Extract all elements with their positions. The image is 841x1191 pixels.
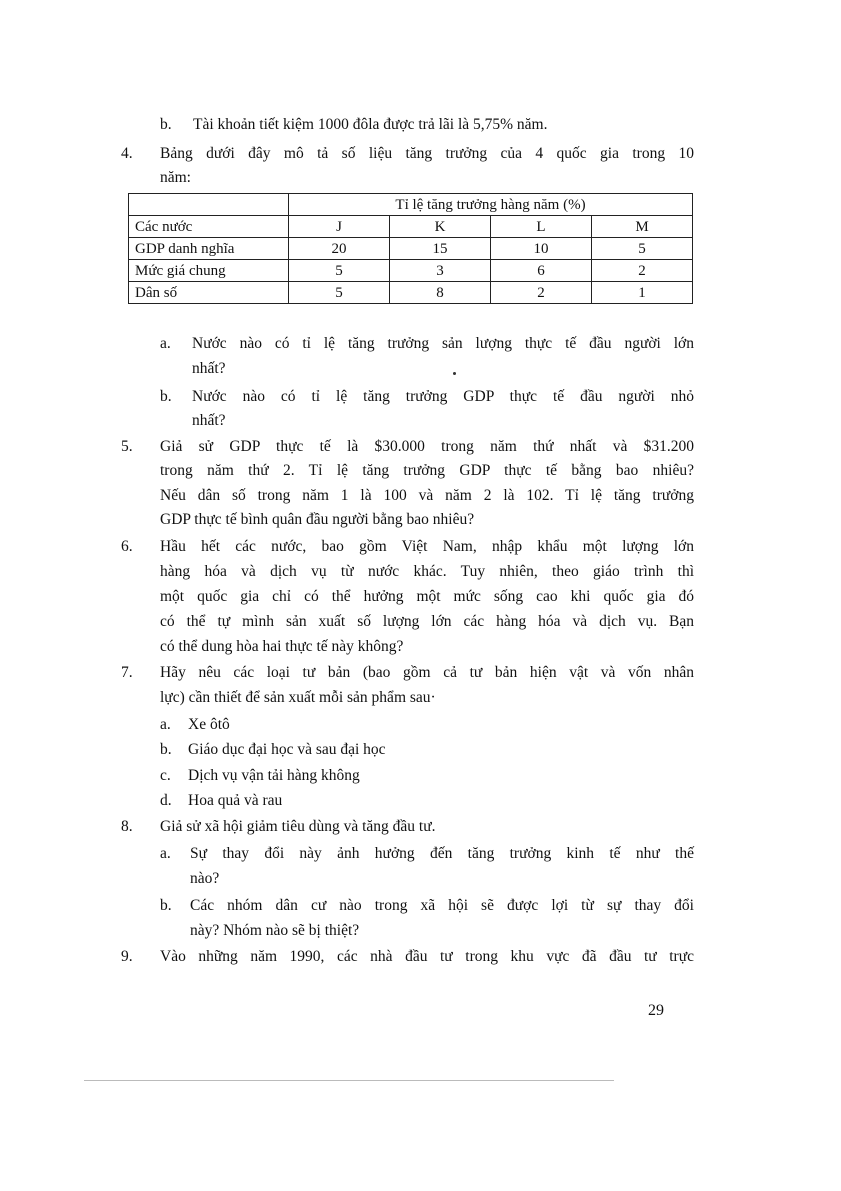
item-marker: a. bbox=[160, 845, 171, 862]
table-cell: L bbox=[491, 216, 592, 238]
question-5-text: Nếu dân số trong năm 1 là 100 và năm 2 là 102. Tỉ lệ tăng trưởng bbox=[160, 487, 694, 504]
question-7-text: lực) cần thiết để sản xuất mỗi sản phẩm sau· bbox=[160, 689, 436, 706]
table-header: Tỉ lệ tăng trưởng hàng năm (%) bbox=[289, 194, 693, 216]
question-7-text: Hãy nêu các loại tư bản (bao gồm cả tư bản hiện vật và vốn nhân bbox=[160, 664, 694, 681]
table-row bbox=[129, 282, 693, 304]
table-cell: M bbox=[592, 216, 693, 238]
print-speck bbox=[453, 372, 456, 375]
question-7c-text: Dịch vụ vận tải hàng không bbox=[188, 767, 360, 784]
question-4a-text: Nước nào có tỉ lệ tăng trưởng sản lượng thực tế đầu người lớn bbox=[192, 335, 694, 352]
item-marker: b. bbox=[160, 388, 172, 405]
page-number: 29 bbox=[648, 1002, 664, 1019]
table-cell: 5 bbox=[289, 282, 390, 304]
item-marker: b. bbox=[160, 116, 172, 133]
table-cell: 5 bbox=[592, 238, 693, 260]
table-cell: 1 bbox=[592, 282, 693, 304]
table-header-row bbox=[129, 194, 693, 216]
question-number: 7. bbox=[121, 664, 133, 681]
question-number: 4. bbox=[121, 145, 133, 162]
table-cell: GDP danh nghĩa bbox=[129, 238, 289, 260]
item-marker: c. bbox=[160, 767, 171, 784]
question-7b-text: Giáo dục đại học và sau đại học bbox=[188, 741, 386, 758]
question-7d-text: Hoa quả và rau bbox=[188, 792, 283, 809]
question-5-text: Giả sử GDP thực tế là $30.000 trong năm thứ nhất và $31.200 bbox=[160, 438, 694, 455]
table-cell: Mức giá chung bbox=[129, 260, 289, 282]
question-8a-text: Sự thay đổi này ảnh hưởng đến tăng trưởng kinh tế như thế bbox=[190, 845, 694, 862]
question-5-text: trong năm thứ 2. Tỉ lệ tăng trưởng GDP thực tế bằng bao nhiêu? bbox=[160, 462, 694, 479]
question-8b-text: Các nhóm dân cư nào trong xã hội sẽ được lợi từ sự thay đổi bbox=[190, 897, 694, 914]
table-cell: 2 bbox=[491, 282, 592, 304]
question-number: 8. bbox=[121, 818, 133, 835]
question-8b-text: này? Nhóm nào sẽ bị thiệt? bbox=[190, 922, 360, 939]
question-4-text: năm: bbox=[160, 169, 191, 186]
table-cell: 8 bbox=[390, 282, 491, 304]
table-cell: Các nước bbox=[129, 216, 289, 238]
question-6-text: có thể dung hòa hai thực tế này không? bbox=[160, 638, 404, 655]
question-8a-text: nào? bbox=[190, 870, 220, 887]
question-5-text: GDP thực tế bình quân đầu người bằng bao nhiêu? bbox=[160, 511, 475, 528]
table-cell: 3 bbox=[390, 260, 491, 282]
table-cell: J bbox=[289, 216, 390, 238]
question-4b-text: nhất? bbox=[192, 412, 226, 429]
question-4-text: Bảng dưới đây mô tả số liệu tăng trưởng của 4 quốc gia trong 10 bbox=[160, 145, 694, 162]
table-corner-cell bbox=[129, 194, 289, 216]
table-cell: 5 bbox=[289, 260, 390, 282]
question-4a-text: nhất? bbox=[192, 360, 226, 377]
question-number: 6. bbox=[121, 538, 133, 555]
table-cell: 2 bbox=[592, 260, 693, 282]
item-marker: a. bbox=[160, 716, 171, 733]
question-8-text: Giả sử xã hội giảm tiêu dùng và tăng đầu tư. bbox=[160, 818, 436, 835]
question-6-text: Hầu hết các nước, bao gồm Việt Nam, nhập khẩu một lượng lớn bbox=[160, 538, 694, 555]
footer-divider bbox=[84, 1080, 614, 1081]
question-6-text: có thể tự mình sản xuất số lượng lớn các hàng hóa và dịch vụ. Bạn bbox=[160, 613, 694, 630]
question-7a-text: Xe ôtô bbox=[188, 716, 230, 733]
table-cell: K bbox=[390, 216, 491, 238]
item-marker: d. bbox=[160, 792, 172, 809]
table-row bbox=[129, 216, 693, 238]
question-6-text: hàng hóa và dịch vụ từ nước khác. Tuy nhiên, theo giáo trình thì bbox=[160, 563, 694, 580]
table-cell: 6 bbox=[491, 260, 592, 282]
question-6-text: một quốc gia chỉ có thể hưởng một mức sống cao khi quốc gia đó bbox=[160, 588, 694, 605]
question-3b-text: Tài khoản tiết kiệm 1000 đôla được trả lãi là 5,75% năm. bbox=[193, 116, 548, 133]
question-4b-text: Nước nào có tỉ lệ tăng trưởng GDP thực tế đầu người nhỏ bbox=[192, 388, 694, 405]
item-marker: a. bbox=[160, 335, 171, 352]
table-row bbox=[129, 260, 693, 282]
table-cell: 10 bbox=[491, 238, 592, 260]
table-row bbox=[129, 238, 693, 260]
question-9-text: Vào những năm 1990, các nhà đầu tư trong khu vực đã đầu tư trực bbox=[160, 948, 694, 965]
question-number: 9. bbox=[121, 948, 133, 965]
item-marker: b. bbox=[160, 741, 172, 758]
table-cell: 20 bbox=[289, 238, 390, 260]
item-marker: b. bbox=[160, 897, 172, 914]
table-cell: 15 bbox=[390, 238, 491, 260]
question-number: 5. bbox=[121, 438, 133, 455]
table-cell: Dân số bbox=[129, 282, 289, 304]
growth-table bbox=[128, 193, 693, 304]
